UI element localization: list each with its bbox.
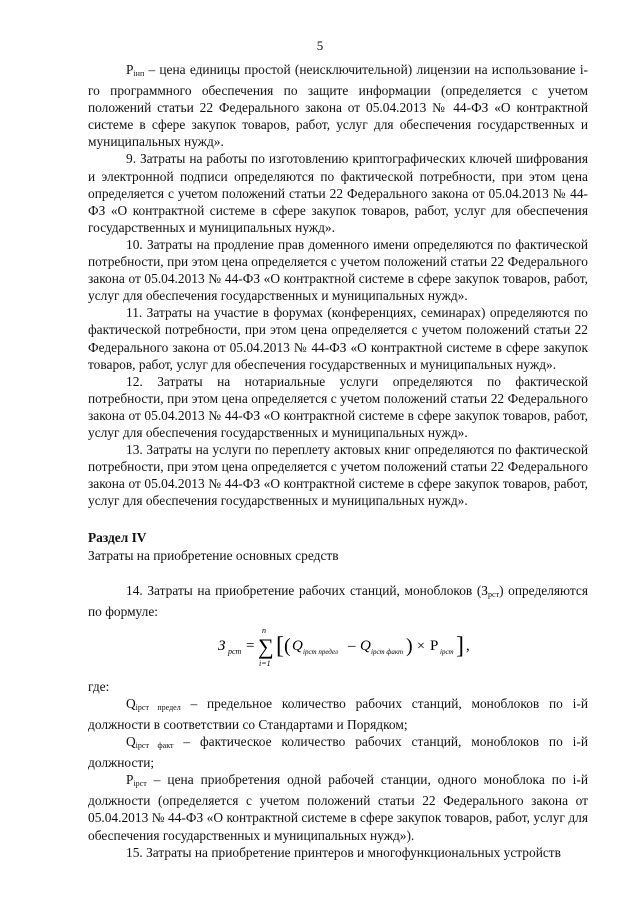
formula-lhs: З <box>218 637 226 654</box>
formula-q2-sub: iрст факт <box>371 647 404 656</box>
document-body <box>88 61 588 861</box>
symbol-subscript: iрст предел <box>135 702 181 712</box>
formula-q2: Q <box>360 637 371 654</box>
formula-minus: – <box>348 637 356 654</box>
where-label: где: <box>88 678 110 694</box>
definition-price <box>88 771 588 843</box>
symbol-subscript: рст <box>488 589 500 599</box>
formula-lhs-sub: рст <box>228 646 242 656</box>
paragraph-15: 15. Затраты на приобретение принтеров и многофункциональных устройств <box>126 844 561 860</box>
paragraph-license-price <box>88 61 588 150</box>
symbol-p: P <box>126 772 134 788</box>
formula-times: × <box>417 638 425 654</box>
paragraph-text: ) определяются по формуле: <box>88 582 588 619</box>
symbol-subscript: iрст <box>133 779 147 789</box>
paragraph-12: 12. Затраты на нотариальные услуги определяются по фактической потребности, при этом цена определяется с учетом положений статьи 22 Федерального закона от 05.04.2013 № 44-ФЗ «О контрактной системе в сфере закупок товаров, работ, услуг для обеспечения государственных и муниципальных нужд». <box>88 373 588 440</box>
bracket-close-icon: ] <box>456 632 464 659</box>
section-title: Раздел IV <box>88 530 147 546</box>
symbol-subscript: iнп <box>133 69 145 78</box>
formula-sum-bottom: i=1 <box>259 658 271 668</box>
symbol-p: P <box>126 62 134 77</box>
symbol-q: Q <box>126 695 136 711</box>
formula-p: P <box>430 637 439 654</box>
formula-p-sub: iрст <box>440 647 454 656</box>
paragraph-text: – цена единицы простой (неисключительной) лицензии на использование i-го программного обеспечения по защите информации (определяется с учетом положений статьи 22 Федерального закона от 05.04.2013 № 44-ФЗ «О контрактной системе в сфере закупок товаров, работ, услуг для обеспечения государственных и муниципальных нужд». <box>88 62 588 150</box>
paragraph-14 <box>88 582 588 620</box>
formula-svg <box>218 624 478 668</box>
symbol-subscript: iрст факт <box>135 741 174 751</box>
definition-text: – фактическое количество рабочих станций, моноблоков по i-й должности; <box>88 734 589 771</box>
paren-close-icon: ) <box>406 634 413 657</box>
page-number: 5 <box>316 38 324 53</box>
paragraph-9: 9. Затраты на работы по изготовлению криптографических ключей шифрования и электронной подписи определяются по фактической потребности, при этом цена определяется с учетом положений статьи 22 Федерального закона от 05.04.2013 № 44-ФЗ «О контрактной системе в сфере закупок товаров, работ, услуг для обеспечения государственных и муниципальных нужд». <box>88 151 588 235</box>
paragraph-11: 11. Затраты на участие в форумах (конференциях, семинарах) определяются по фактической потребности, при этом цена определяется с учетом положений статьи 22 Федерального закона от 05.04.2013 № 44-ФЗ «О контрактной системе в сфере закупок товаров, работ, услуг для обеспечения государственных и муниципальных нужд». <box>88 305 588 372</box>
paragraph-10: 10. Затраты на продление прав доменного имени определяются по фактической потребности, при этом цена определяется с учетом положений статьи 22 Федерального закона от 05.04.2013 № 44-ФЗ «О контрактной системе в сфере закупок товаров, работ, услуг для обеспечения государственных и муниципальных нужд». <box>88 236 588 304</box>
formula-eq: = <box>246 637 255 654</box>
definition-q-actual <box>88 733 588 771</box>
symbol-q: Q <box>126 734 136 750</box>
definition-text: – предельное количество рабочих станций, моноблоков по i-й должности в соответствии со Стандартами и Порядком; <box>88 695 588 732</box>
formula-q1-sub: iрст предел <box>303 647 338 656</box>
section-subtitle: Затраты на приобретение основных средств <box>88 547 339 563</box>
bracket-open-icon: [ <box>276 632 284 659</box>
formula-sum-top: n <box>262 625 266 635</box>
paragraph-13: 13. Затраты на услуги по переплету актовых книг определяются по фактической потребности, при этом цена определяется с учетом положений статьи 22 Федерального закона от 05.04.2013 № 44-ФЗ «О контрактной системе в сфере закупок товаров, работ, услуг для обеспечения государственных и муниципальных нужд». <box>88 442 588 509</box>
definition-text: – цена приобретения одной рабочей станции, одного моноблока по i-й должности (определяется с учетом положений статьи 22 Федерального закона от 05.04.2013 № 44-ФЗ «О контрактной системе в сфере закупок товаров, работ, услуг для обеспечения государственных и муниципальных нужд»). <box>88 772 588 843</box>
formula-q1: Q <box>292 637 303 654</box>
definition-q-limit <box>88 695 588 733</box>
sum-sign-icon: ∑ <box>258 633 274 659</box>
paren-open-icon: ( <box>284 634 291 657</box>
formula-block <box>88 624 588 668</box>
formula-end: , <box>466 637 470 654</box>
paragraph-text: 14. Затраты на приобретение рабочих станций, моноблоков (З <box>126 582 489 598</box>
